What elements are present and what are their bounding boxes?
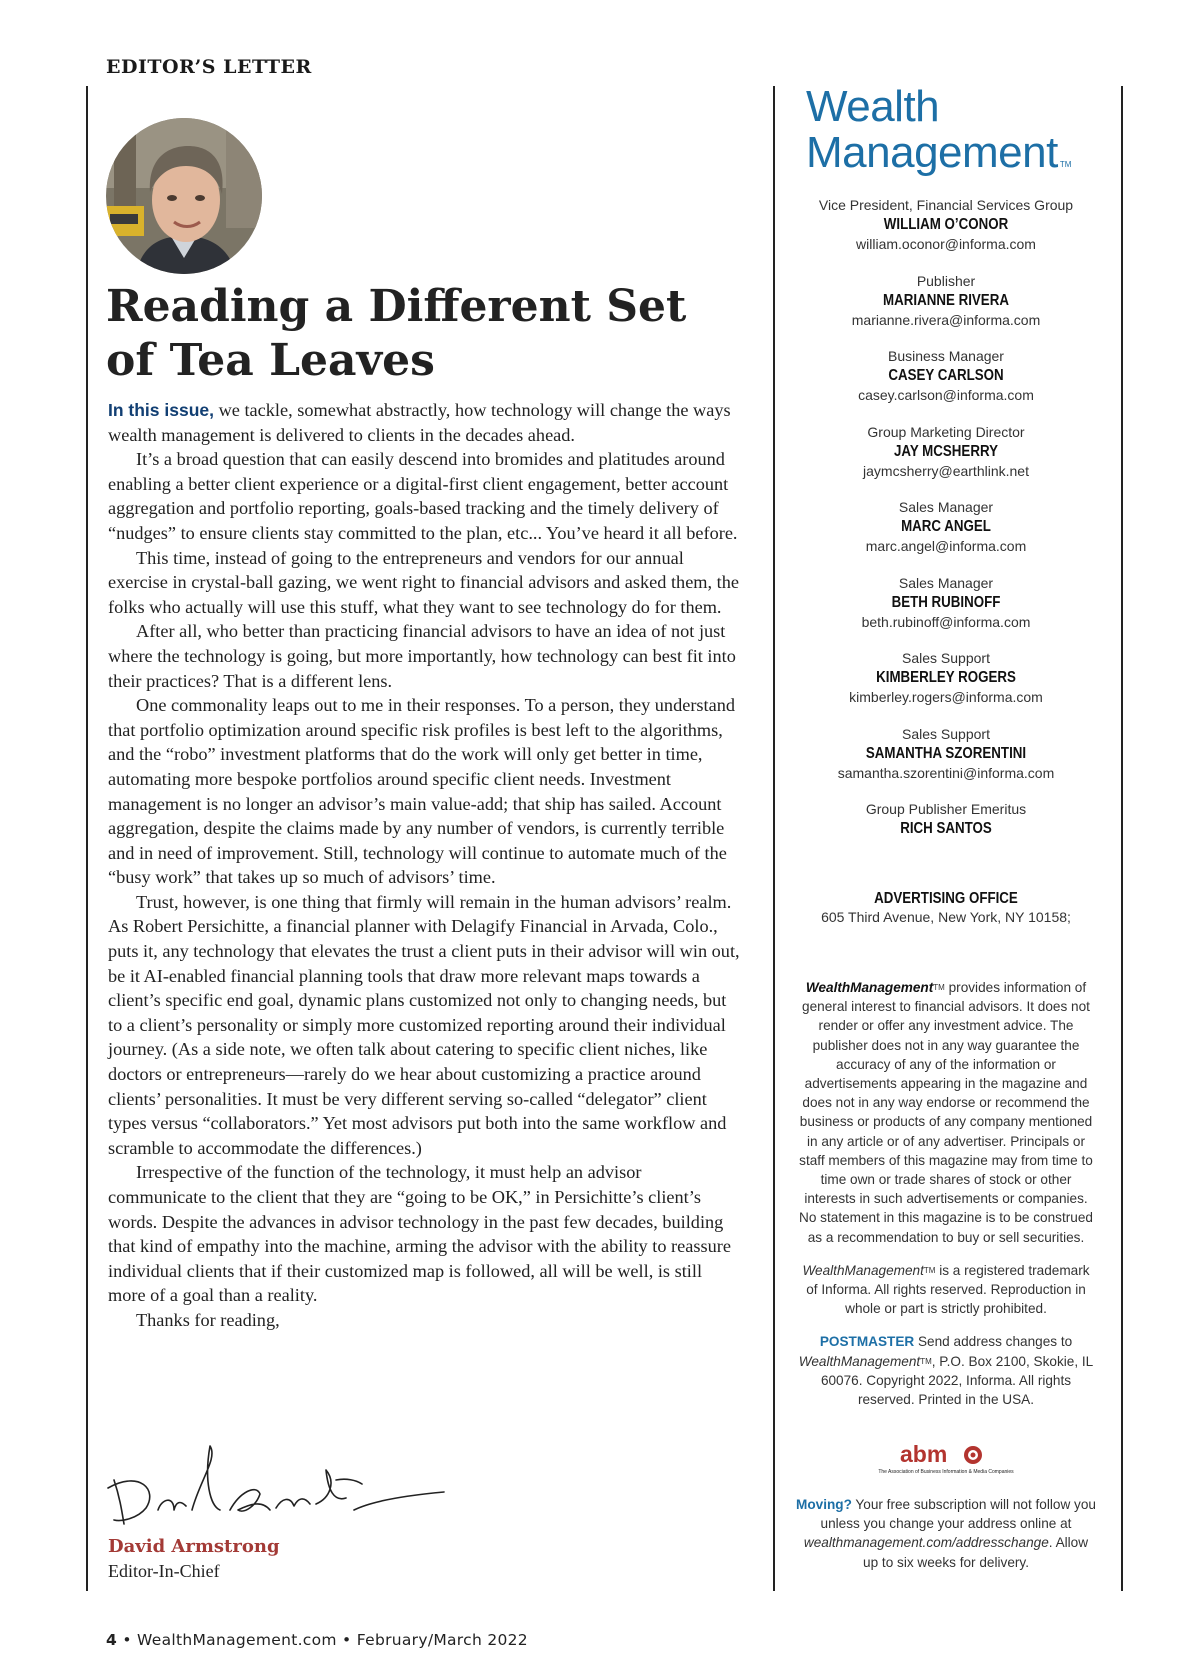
- staff-name: MARIANNE RIVERA: [883, 291, 1009, 309]
- lead-in: In this issue,: [108, 400, 214, 420]
- editor-name: David Armstrong: [108, 1536, 280, 1557]
- staff-role: Sales Manager: [898, 499, 994, 515]
- staff-entry: [786, 498, 1106, 574]
- article-paragraph: Thanks for reading,: [136, 1309, 280, 1330]
- abm-logo-text: abm: [900, 1441, 948, 1467]
- staff-entry: [786, 347, 1106, 423]
- advertising-address: 605 Third Avenue, New York, NY 10158;: [821, 909, 1071, 925]
- staff-entry: [786, 649, 1106, 725]
- staff-entry: [786, 574, 1106, 650]
- footer-site: WealthManagement.com: [137, 1631, 337, 1649]
- staff-name: RICH SANTOS: [900, 820, 992, 837]
- staff-name: JAY MCSHERRY: [894, 442, 998, 460]
- staff-name: MARC ANGEL: [901, 518, 991, 535]
- staff-name: CASEY CARLSON: [888, 367, 1004, 384]
- page-footer: [106, 1631, 528, 1649]
- staff-entry: [786, 800, 1106, 876]
- article-paragraph: It’s a broad question that can easily descend into bromides and platitudes around enabling a better client experience or a digital-first client engagement, better account aggregation and portfolio reporting, goals-based tracking and the timely delivery of “nudges” to ensure clients stay committed to the plan, etc... You’ve heard it all before.: [108, 449, 738, 543]
- middle-column-rule: [773, 86, 775, 1591]
- advertising-label: ADVERTISING OFFICE: [874, 890, 1018, 907]
- staff-entry: [786, 272, 1106, 348]
- staff-email: marianne.rivera@informa.com: [851, 311, 1041, 328]
- staff-role: Publisher: [916, 272, 976, 289]
- staff-entry: [786, 196, 1106, 272]
- abm-logo: [870, 1440, 1022, 1476]
- article-paragraph: In this issue, we tackle, somewhat abstractly, how technology will change the ways wealth management is delivered to clients in the decades ahead.: [108, 400, 731, 445]
- page-number: 4: [106, 1631, 118, 1649]
- article-paragraph: This time, instead of going to the entrepreneurs and vendors for our annual exercise in crystal-ball gazing, we went right to financial advisors and asked them, the folks who actually will use this stuff, what they want to see technology do for them.: [108, 547, 739, 617]
- staff-role: Sales Support: [902, 650, 990, 666]
- article-paragraph: Irrespective of the function of the technology, it must help an advisor communicate to the client that they are “going to be OK,” in Persichitte’s client’s words. Despite the advances in advisor technology in the past few decades, building that kind of empathy into the machine, arming the advisor with the ability to reassure individual clients that if their customized map is followed, all will be well, is still more of a goal than a reality.: [108, 1162, 731, 1306]
- disclaimer-text: WealthManagement™ provides information of general interest to financial advisors. It does not render or offer any investment advice. The publisher does not in any way guarantee the accuracy of any of the information or advertisements appearing in the magazine and does not in any way endorse or recommend the business or products of any company mentioned in any article or of any advertiser. Principals or staff members of this magazine may from time to time own or trade shares of stock or other interests in such advertisements or companies. No statement in this magazine is to be construed as a recommendation to buy or sell securities.: [799, 980, 1093, 1245]
- staff-entry: [786, 423, 1106, 499]
- staff-email: kimberley.rogers@informa.com: [849, 689, 1043, 705]
- logo-line-1: Wealth: [806, 82, 940, 131]
- logo-trademark: TM: [1059, 160, 1072, 169]
- staff-role: Group Publisher Emeritus: [865, 801, 1027, 817]
- right-column-rule: [1121, 86, 1123, 1591]
- article-paragraph: Trust, however, is one thing that firmly will remain in the human advisors’ realm. As Robert Persichitte, a financial planner with Delagify Financial in Arvada, Colo., puts it, any technology that elevates the trust a client puts in their advisor will win out, be it AI-enabled financial planning tools that draw more relevant maps towards a client’s specific end goal, dynamic plans customized not only to changing needs, but to a client’s personality or simply more customized reporting around their individual journey. (As a side note, we often talk about catering to specific client niches, like doctors or entrepreneurs—rarely do we hear about customizing a practice around clients’ personalities. It must be very different serving so-called “delegator” client types versus “collaborators.” Yet most advisors put both into the same workflow and scramble to accommodate the differences.): [108, 891, 740, 1158]
- article-paragraph: One commonality leaps out to me in their responses. To a person, they understand that portfolio optimization around specific risk profiles is best left to the algorithms, and the “robo” investment platforms that do the work will only get better in time, automating more bespoke portfolios around specific client needs. Investment management is no longer an advisor’s main value-add; that ship has sailed. Account aggregation, despite the claims made by any number of vendors, is currently terrible and in need of improvement. Still, technology will continue to automate much of the “busy work” that takes up so much of advisors’ time.: [108, 695, 735, 888]
- masthead-disclaimer: [796, 978, 1096, 1423]
- staff-email: jaymcsherry@earthlink.net: [863, 462, 1029, 479]
- wealth-management-logo: [806, 84, 1116, 188]
- article-paragraph: After all, who better than practicing financial advisors to have an idea of not just where the technology is going, but more importantly, how technology can best fit into their practices? That is a different lens.: [108, 621, 736, 691]
- staff-role: Sales Support: [902, 725, 990, 742]
- staff-role: Vice President, Financial Services Group: [818, 197, 1074, 213]
- staff-role: Sales Manager: [898, 574, 994, 591]
- article-body: [108, 398, 740, 1333]
- section-label: EDITOR’S LETTER: [106, 56, 312, 78]
- editor-title: Editor-In-Chief: [108, 1561, 220, 1581]
- staff-name: WILLIAM O’CONOR: [883, 216, 1009, 233]
- logo-line-2: Management TM: [806, 128, 1072, 177]
- editor-signature: [100, 1440, 470, 1530]
- staff-role: Group Marketing Director: [867, 423, 1025, 440]
- footer-issue: February/March 2022: [356, 1631, 528, 1649]
- masthead-staff-list: [786, 196, 1106, 876]
- staff-entry: [786, 725, 1106, 801]
- address-change-link[interactable]: wealthmanagement.com/addresschange: [803, 1535, 1049, 1551]
- left-column-rule: [86, 86, 88, 1591]
- postmaster-notice: POSTMASTER Send address changes to WealthManagement™, P.O. Box 2100, Skokie, IL 60076. Copyright 2022, Informa. All rights reserved. Printed in the USA.: [798, 1334, 1094, 1408]
- trademark-notice: WealthManagement™ is a registered trademark of Informa. All rights reserved. Reproduction in whole or part is strictly prohibited.: [802, 1262, 1090, 1317]
- staff-role: Business Manager: [888, 348, 1004, 364]
- staff-name: BETH RUBINOFF: [891, 593, 1001, 611]
- moving-label: Moving?: [796, 1497, 852, 1512]
- advertising-office: [786, 890, 1106, 927]
- abm-tagline: The Association of Business Information & Media Companies: [878, 1469, 1014, 1475]
- staff-email: marc.angel@informa.com: [865, 538, 1027, 554]
- staff-name: SAMANTHA SZORENTINI: [865, 744, 1027, 762]
- staff-email: william.oconor@informa.com: [856, 236, 1036, 252]
- staff-email: beth.rubinoff@informa.com: [861, 613, 1031, 630]
- staff-name: KIMBERLEY ROGERS: [876, 669, 1016, 686]
- staff-email: casey.carlson@informa.com: [858, 387, 1034, 403]
- footer-bullet: •: [122, 1631, 132, 1649]
- article-headline: Reading a Different Set of Tea Leaves: [106, 281, 687, 386]
- editor-portrait: [106, 118, 262, 274]
- staff-email: samantha.szorentini@informa.com: [837, 764, 1055, 781]
- footer-bullet: •: [342, 1631, 352, 1649]
- moving-notice: Moving? Your free subscription will not follow you unless you change your address online at wealthmanagement.com/addresschange. Allow up to six weeks for delivery.: [796, 1497, 1096, 1570]
